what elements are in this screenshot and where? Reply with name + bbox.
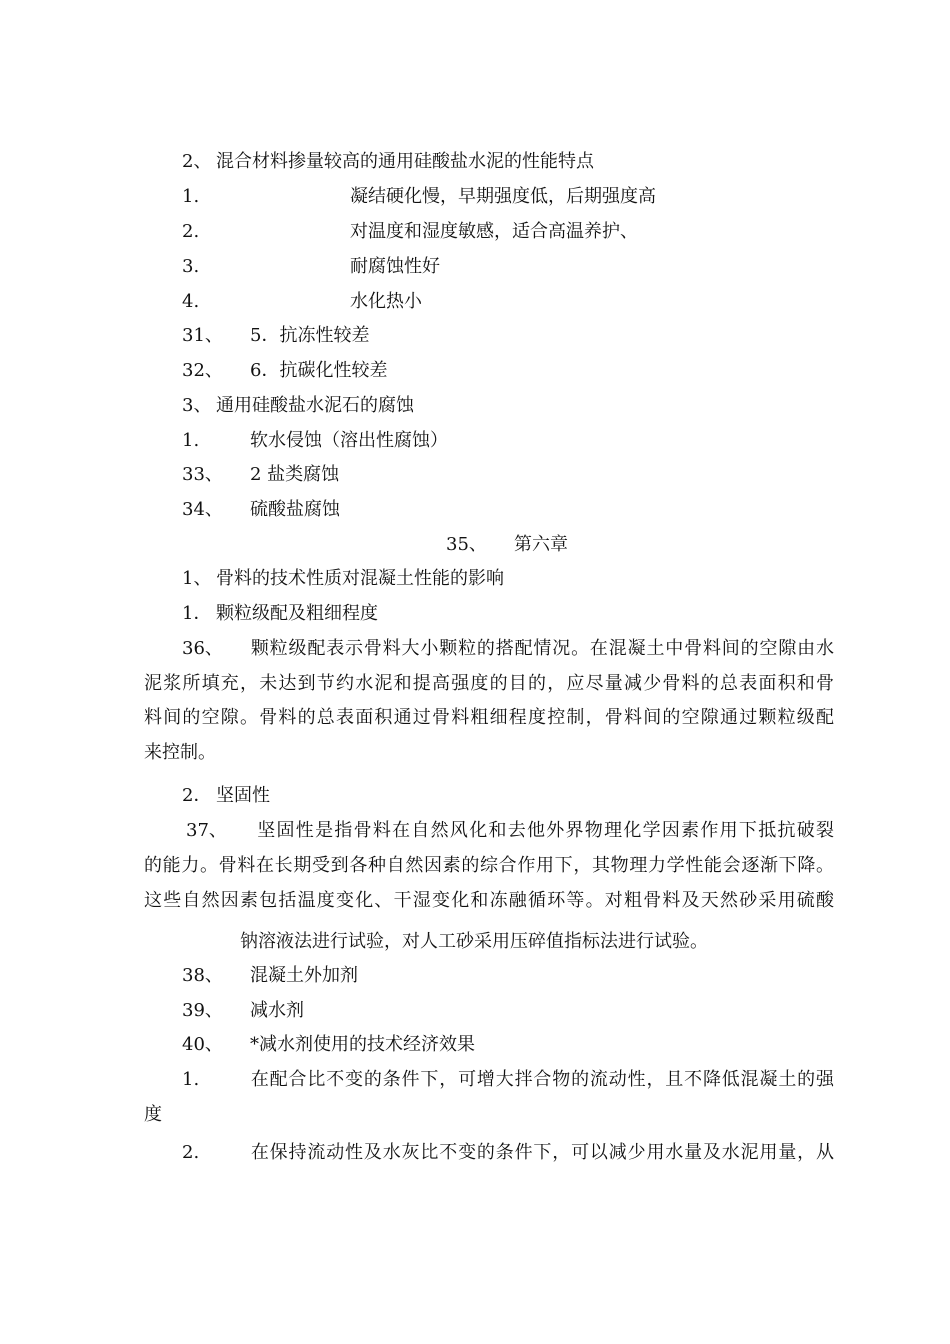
item-text: 凝结硬化慢，早期强度低，后期强度高 — [350, 186, 656, 207]
paragraph-line — [186, 819, 834, 843]
subheading-text: 坚固性 — [216, 785, 270, 806]
list-item — [182, 429, 448, 453]
item-number: 36、 — [182, 638, 223, 659]
item-number: 4. — [182, 291, 200, 312]
list-item — [182, 964, 358, 988]
list-item — [182, 324, 369, 348]
item-text: 减水剂 — [250, 1000, 304, 1021]
item-number: 2、 — [182, 151, 212, 172]
chapter-title: 第六章 — [514, 534, 568, 555]
item-number: 31、 — [182, 325, 223, 346]
list-item — [182, 255, 440, 279]
item-text: 软水侵蚀（溶出性腐蚀） — [250, 430, 448, 451]
list-item — [182, 220, 638, 244]
item-number: 2. — [182, 1142, 200, 1163]
list-item — [182, 359, 387, 383]
list-item — [182, 185, 656, 209]
list-item — [182, 498, 340, 522]
paragraph-text: 颗粒级配表示骨料大小颗粒的搭配情况。在混凝土中骨料间的空隙由水 — [250, 638, 834, 659]
paragraph-line — [182, 637, 834, 661]
paragraph-line: 料间的空隙。骨料的总表面积通过骨料粗细程度控制，骨料间的空隙通过颗粒级配 — [144, 707, 834, 728]
item-text: 6．抗碳化性较差 — [250, 360, 388, 381]
chapter-heading — [446, 533, 568, 557]
list-item — [182, 463, 339, 487]
item-text: 5．抗冻性较差 — [250, 325, 370, 346]
paragraph-line: 来控制。 — [144, 742, 216, 763]
paragraph-line: 度 — [144, 1104, 162, 1125]
item-text: 水化热小 — [350, 291, 422, 312]
paragraph-line — [182, 1068, 834, 1092]
item-number: 1. — [182, 1069, 200, 1090]
paragraph-line: 泥浆所填充，未达到节约水泥和提高强度的目的，应尽量减少骨料的总表面积和骨 — [144, 673, 834, 694]
item-number: 38、 — [182, 965, 223, 986]
subheading-line — [182, 602, 378, 626]
item-number: 1、 — [182, 568, 212, 589]
list-item — [182, 1033, 475, 1057]
item-text: *减水剂使用的技术经济效果 — [250, 1034, 475, 1055]
paragraph-line: 这些自然因素包括温度变化、干湿变化和冻融循环等。对粗骨料及天然砂采用硫酸 — [144, 890, 834, 911]
item-number: 32、 — [182, 360, 223, 381]
item-number: 1． — [182, 603, 212, 624]
item-number: 39、 — [182, 1000, 223, 1021]
paragraph-text: 在保持流动性及水灰比不变的条件下，可以减少用水量及水泥用量，从 — [250, 1142, 834, 1163]
subheading-text: 颗粒级配及粗细程度 — [216, 603, 378, 624]
heading-line — [182, 394, 414, 418]
item-number: 40、 — [182, 1034, 223, 1055]
paragraph-line — [182, 1141, 834, 1165]
item-text: 耐腐蚀性好 — [350, 256, 440, 277]
item-number: 2. — [182, 221, 200, 242]
heading-line — [182, 150, 594, 174]
heading-text: 混合材料掺量较高的通用硅酸盐水泥的性能特点 — [216, 151, 594, 172]
item-number: 37、 — [186, 820, 227, 841]
paragraph-line: 的能力。骨料在长期受到各种自然因素的综合作用下，其物理力学性能会逐渐下降。 — [144, 855, 834, 876]
paragraph-line: 钠溶液法进行试验，对人工砂采用压碎值指标法进行试验。 — [240, 931, 708, 952]
item-number: 33、 — [182, 464, 223, 485]
item-number: 2． — [182, 785, 212, 806]
list-item — [182, 999, 304, 1023]
item-text: 对温度和湿度敏感，适合高温养护、 — [350, 221, 638, 242]
item-text: 硫酸盐腐蚀 — [250, 499, 340, 520]
heading-text: 通用硅酸盐水泥石的腐蚀 — [216, 395, 414, 416]
paragraph-text: 在配合比不变的条件下，可增大拌合物的流动性，且不降低混凝土的强 — [250, 1069, 834, 1090]
item-number: 3、 — [182, 395, 212, 416]
item-number: 1. — [182, 186, 200, 207]
subheading-line — [182, 784, 270, 808]
item-number: 1. — [182, 430, 200, 451]
paragraph-text: 坚固性是指骨料在自然风化和去他外界物理化学因素作用下抵抗破裂 — [256, 820, 834, 841]
item-number: 34、 — [182, 499, 223, 520]
list-item — [182, 290, 422, 314]
item-text: 混凝土外加剂 — [250, 965, 358, 986]
heading-text: 骨料的技术性质对混凝土性能的影响 — [216, 568, 504, 589]
heading-line — [182, 567, 504, 591]
item-text: 2 盐类腐蚀 — [250, 464, 340, 485]
item-number: 35、 — [446, 534, 487, 555]
item-number: 3. — [182, 256, 200, 277]
